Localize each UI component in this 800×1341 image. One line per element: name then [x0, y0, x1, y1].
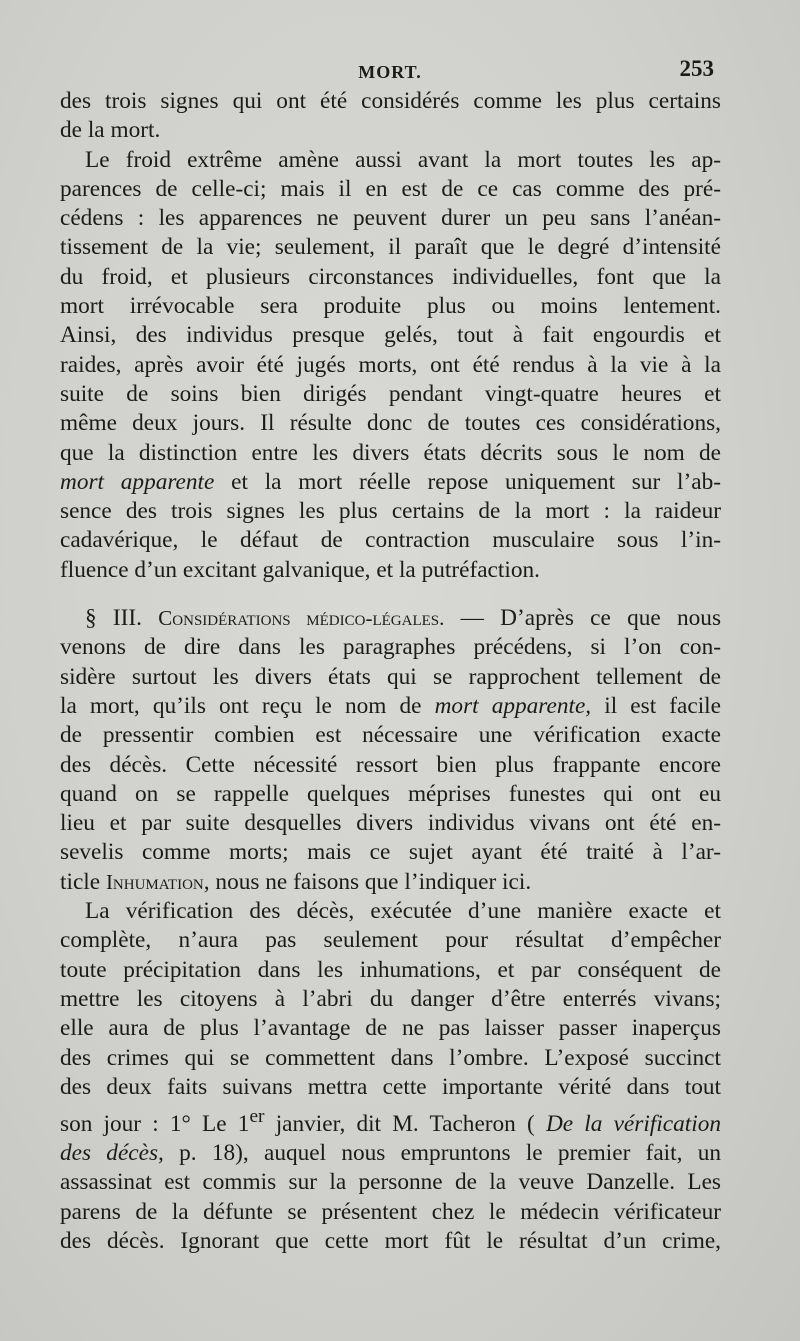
text-line: des trois signes qui ont été considérés comme les plus certains — [60, 88, 721, 114]
text-line: Ainsi, des individus presque gelés, tout à fait engourdis et — [60, 322, 721, 349]
text-line: sidère surtout les divers états qui se rapprochent tellement de — [60, 663, 721, 690]
italic-title: De la vérification — [545, 1110, 721, 1137]
text-line: cadavérique, le défaut de contraction musculaire sous l’in- — [60, 527, 721, 554]
section-heading-line — [60, 604, 721, 633]
section-title: Considérations médico-légales. — [158, 606, 445, 631]
text-line: sence des trois signes les plus certains de la mort : la raideur — [60, 498, 721, 525]
text-line: mort irrévocable sera produite plus ou moins lentement. — [60, 293, 721, 320]
text-line: sevelis comme morts; mais ce sujet ayant été traité à l’ar- — [60, 839, 721, 866]
text-line: assassinat est commis sur la personne de la veuve Danzelle. Les — [60, 1169, 721, 1196]
italic-title: des décès, — [60, 1140, 164, 1167]
page-header — [0, 56, 800, 86]
text-line — [60, 868, 721, 897]
text-line: même deux jours. Il résulte donc de toutes ces considérations, — [60, 410, 721, 437]
superscript: er — [249, 1106, 265, 1128]
text-line: complète, n’aura pas seulement pour résultat d’empêcher — [60, 927, 721, 954]
text-line: toute précipitation dans les inhumations, et par conséquent de — [60, 956, 721, 983]
text-line: mettre les citoyens à l’abri du danger d’être enterrés vivans; — [60, 985, 721, 1012]
text-span: p. 18), auquel nous empruntons le premier fait, un — [163, 1140, 721, 1167]
running-head: MORT. — [358, 62, 422, 82]
cross-reference: Inhumation — [105, 869, 204, 894]
text-line: venons de dire dans les paragraphes précédens, si l’on con- — [60, 634, 721, 661]
text-line: La vérification des décès, exécutée d’une manière exacte et — [85, 898, 721, 925]
text-line: parences de celle-ci; mais il en est de ce cas comme des pré- — [60, 175, 721, 202]
italic-term: mort apparente — [60, 468, 215, 495]
text-span: — D’après ce que nous — [444, 605, 722, 632]
text-line: des décès. Cette nécessité ressort bien plus frappante encore — [60, 751, 721, 778]
text-line — [60, 1102, 721, 1139]
text-line: des crimes qui se commettent dans l’ombre. L’exposé succinct — [60, 1044, 721, 1071]
text-span: il est facile — [591, 692, 721, 719]
text-line: raides, après avoir été jugés morts, ont été rendus à la vie à la — [60, 351, 721, 378]
text-line: Le froid extrême amène aussi avant la mort toutes les ap- — [85, 146, 721, 173]
text-line: suite de soins bien dirigés pendant vingt-quatre heures et — [60, 380, 721, 407]
text-line — [60, 468, 721, 497]
text-span: et la mort réelle repose uniquement sur l’ab- — [214, 468, 722, 495]
text-line: elle aura de plus l’avantage de ne pas laisser passer inaperçus — [60, 1015, 721, 1042]
italic-term: mort apparente, — [434, 692, 592, 719]
text-line: des deux faits suivans mettra cette importante vérité dans tout — [60, 1073, 721, 1100]
text-line: que la distinction entre les divers états décrits sous le nom de — [60, 439, 721, 466]
text-line: du froid, et plusieurs circonstances individuelles, font que la — [60, 263, 721, 290]
section-number: § III. — [85, 605, 143, 632]
body-text — [60, 87, 721, 1256]
text-line — [60, 1139, 721, 1168]
text-span: , nous ne faisons que l’indiquer ici. — [203, 868, 532, 895]
text-line: cédens : les apparences ne peuvent durer un peu sans l’anéan- — [60, 205, 721, 232]
text-line: des décès. Ignorant que cette mort fût le résultat d’un crime, — [60, 1228, 721, 1255]
text-line: parens de la défunte se présentent chez le médecin vérificateur — [60, 1198, 721, 1225]
text-line: lieu et par suite desquelles divers individus vivans ont été en- — [60, 810, 721, 837]
text-span: ticle — [60, 868, 106, 895]
text-line: fluence d’un excitant galvanique, et la putréfaction. — [60, 556, 540, 583]
text-line: de pressentir combien est nécessaire une vérification exacte — [60, 722, 721, 749]
text-line: tissement de la vie; seulement, il paraît que le degré d’intensité — [60, 234, 721, 261]
text-span: la mort, qu’ils ont reçu le nom de — [60, 692, 435, 719]
paragraph-gap — [60, 585, 721, 604]
text-span: janvier, dit M. Tacheron ( — [264, 1110, 546, 1137]
text-line: quand on se rappelle quelques méprises funestes qui ont eu — [60, 780, 721, 807]
page-number: 253 — [679, 56, 714, 81]
text-span: son jour : 1° Le 1 — [60, 1110, 250, 1137]
text-line — [60, 692, 721, 721]
text-line: de la mort. — [60, 117, 161, 144]
